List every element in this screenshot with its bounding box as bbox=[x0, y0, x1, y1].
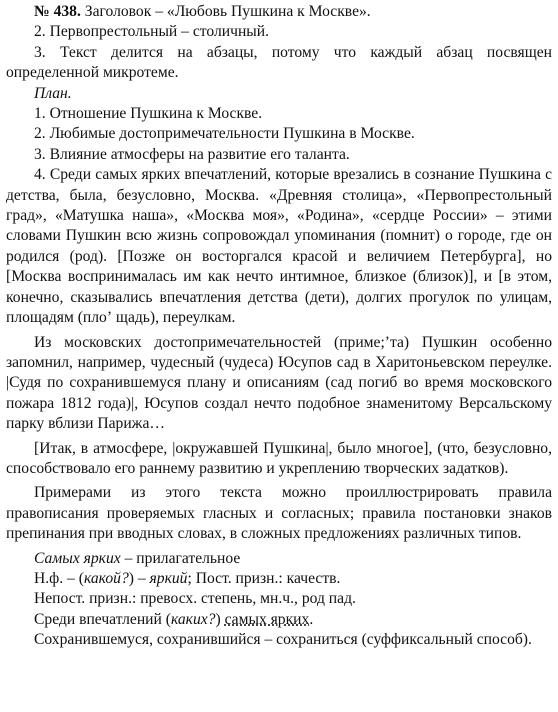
analysis-line-4: Сохранившемуся, сохранившийся – сохраниться (суффиксальный способ). bbox=[34, 631, 532, 649]
plan-item-2: 2. Любимые достопримечательности Пушкина в Москве. bbox=[34, 125, 415, 143]
plan-title: План. bbox=[34, 84, 72, 102]
analysis-initial-form: яркий bbox=[149, 569, 188, 587]
item-2: 2. Первопрестольный – столичный. bbox=[34, 23, 270, 41]
paragraph-2: Из московских достопримечательностей (приме;ʼта) Пушкин особенно запомнил, например, чудесный (чудеса) Юсупов сад в Харитоньевском переулке. |Судя по сохранившемуся плану и описаниям (сад погиб во время московского пожара 1812 года)|, Юсупов создал нечто подобное знаменитому Версальскому парку вблизи Парижа… bbox=[6, 333, 552, 433]
item-3: 3. Текст делится на абзацы, потому что каждый абзац посвящен определенной микротеме. bbox=[6, 43, 552, 82]
analysis-pos: – прилагательное bbox=[120, 549, 241, 567]
analysis-text: ) bbox=[215, 610, 225, 628]
analysis-text: Н.ф. – ( bbox=[34, 569, 84, 587]
paragraph-3: [Итак, в атмосфере, |окружавшей Пушкина|, было многое], (что, безусловно, способствовало его раннему развитию и укреплению творческих задатков). bbox=[6, 439, 552, 477]
analysis-text: Среди впечатлений ( bbox=[34, 610, 171, 628]
item-4-paragraph: 4. Среди самых ярких впечатлений, которые врезались в сознание Пушкина с детства, была, безусловно, Москва. «Древняя столица», «Первопрестольный град», «Матушка наша», «Москва моя», «Родина», «сердце России» – этими словами Пушкин всю жизнь сопровождал упоминания (помнит) о городе, где он родился (род). [Позже он восторгался красой и величием Петербурга], но [Москва воспринималась им как нечто интимное, близкое (близок)], и [в этом, конечно, сказывались впечатления детства (дети), долгих прогулок по улицам, площадям (плоʼ щадь), переулкам. bbox=[6, 166, 552, 327]
analysis-text: ; Пост. призн.: качеств. bbox=[187, 569, 341, 587]
plan-item-1: 1. Отношение Пушкина к Москве. bbox=[34, 105, 263, 123]
plan-item-3: 3. Влияние атмосферы на развитие его таланта. bbox=[34, 145, 350, 163]
analysis-line-3 bbox=[6, 610, 552, 630]
paragraph-4: Примерами из этого текста можно проиллюстрировать правила правописания проверяемых гласных и согласных; правила постановки знаков препинания при вводных словах, в сложных предложениях различных типов. bbox=[6, 484, 552, 543]
analysis-text: . bbox=[309, 610, 314, 628]
analysis-word: Самых ярких bbox=[34, 549, 121, 567]
analysis-text: ) – bbox=[128, 569, 150, 587]
analysis-question: какой? bbox=[83, 569, 129, 587]
analysis-question: каких? bbox=[170, 610, 216, 628]
analysis-line-1 bbox=[6, 569, 552, 589]
task-number: № 438. bbox=[34, 3, 81, 20]
analysis-underlined-phrase: самых ярких bbox=[224, 610, 310, 628]
task-title: Заголовок – «Любовь Пушкина к Москве». bbox=[80, 3, 371, 20]
analysis-line-2: Непост. призн.: превосх. степень, мн.ч., род пад. bbox=[34, 590, 356, 608]
analysis-title bbox=[6, 549, 552, 569]
task-header bbox=[6, 2, 552, 22]
